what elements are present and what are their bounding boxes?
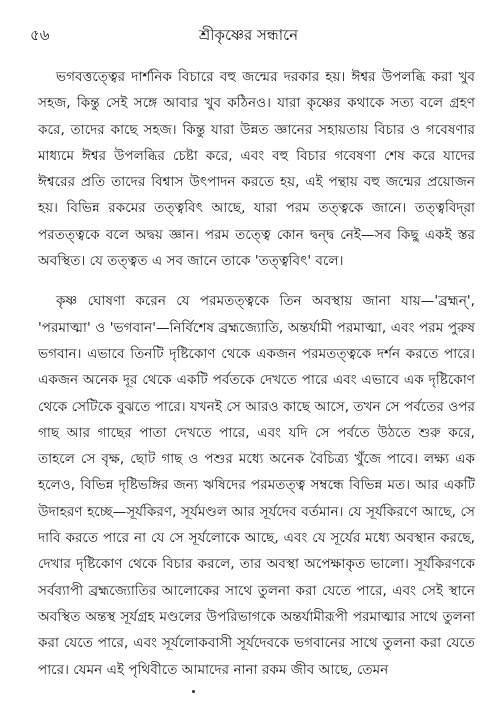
page-header: [30, 24, 467, 48]
print-mark: [192, 690, 195, 693]
running-title: শ্রীকৃষ্ণের সন্ধানে: [198, 26, 299, 44]
paragraph: ভগবত্তত্ত্বের দার্শনিক বিচারে বহু জন্মের দরকার হয়। ঈশ্বর উপলব্ধি করা খুব সহজ, কিন্তু সেই সঙ্গে আবার খুব কঠিনও। যারা কৃষ্ণের কথাকে সত্য বলে গ্রহণ করে, তাদের কাছে সহজ। কিন্তু যারা উন্নত জ্ঞানের সহায়তায় বিচার ও গবেষণার মাধ্যমে ঈশ্বর উপলব্ধির চেষ্টা করে, এবং বহু বিচার গবেষণা শেষ করে যাদের ঈশ্বরের প্রতি তাদের বিশ্বাস উৎপাদন করতে হয়, এই পন্থায় বহু জন্মের প্রয়োজন হয়। বিভিন্ন রকমের তত্ত্ববিৎ আছে, যারা পরম তত্ত্বকে জানে। তত্ত্ববিদ্‌রা পরতত্ত্বকে বলে অদ্বয় জ্ঞান। পরম তত্ত্বে কোন দ্বন্দ্ব নেই—সব কিছু একই স্তর অবস্থিত। যে তত্ত্বত এ সব জানে তাকে 'তত্ত্ববিৎ' বলে।: [38, 69, 475, 270]
paragraph: কৃষ্ণ ঘোষণা করেন যে পরমতত্ত্বকে তিন অবস্থায় জানা যায়—'ব্রহ্মন্', 'পরমাত্মা' ও 'ভগবান'—নির্বিশেষ ব্রহ্মজ্যোতি, অন্তর্যামী পরমাত্মা, এবং পরম পুরুষ ভগবান। এভাবে তিনটি দৃষ্টিকোণ থেকে একজন পরমতত্ত্বকে দর্শন করতে পারে। একজন অনেক দূর থেকে একটি পর্বতকে দেখতে পারে এবং এভাবে এক দৃষ্টিকোণ থেকে সেটিকে বুঝতে পারে। যখনই সে আরও কাছে আসে, তখন সে পর্বতের ওপর গাছ আর গাছের পাতা দেখতে পারে, এবং যদি সে পর্বতে উঠতে শুরু করে, তাহলে সে বৃক্ষ, ছোট গাছ ও পশুর মধ্যে অনেক বৈচিত্র্য খুঁজে পাবে। লক্ষ্য এক হলেও, বিভিন্ন দৃষ্টিভঙ্গির জন্য ঋষিদের পরমতত্ত্ব সম্বন্ধে বিভিন্ন মত। আর একটি উদাহরণ হচ্ছে—সূর্যকিরণ, সূর্যমণ্ডল আর সূর্যদেব বর্তমান। যে সূর্যকিরণে আছে, সে দাবি করতে পারে না যে সে সূর্যলোকে আছে, এবং যে সূর্যের মধ্যে অবস্থান করছে, দেখার দৃষ্টিকোণ থেকে বিচার করলে, তার অবস্থা অপেক্ষাকৃত ভালো। সূর্যকিরণকে সর্বব্যাপী ব্রহ্মজ্যোতির আলোকের সাথে তুলনা করা যেতে পারে, এবং সেই স্থানে অবস্থিত অন্তস্থ সূর্যগ্রহ মণ্ডলের উপরিভাগকে অন্তর্যামীরূপী পরমাত্মার সাথে তুলনা করা যেতে পারে, এবং সূর্যলোকবাসী সূর্যদেবকে ভগবানের সাথে তুলনা করা যেতে পারে। যেমন এই পৃথিবীতে আমাদের নানা রকম জীব আছে, তেমন: [38, 293, 475, 678]
page-body: [38, 64, 475, 683]
page-number: ৫৬: [30, 26, 50, 44]
